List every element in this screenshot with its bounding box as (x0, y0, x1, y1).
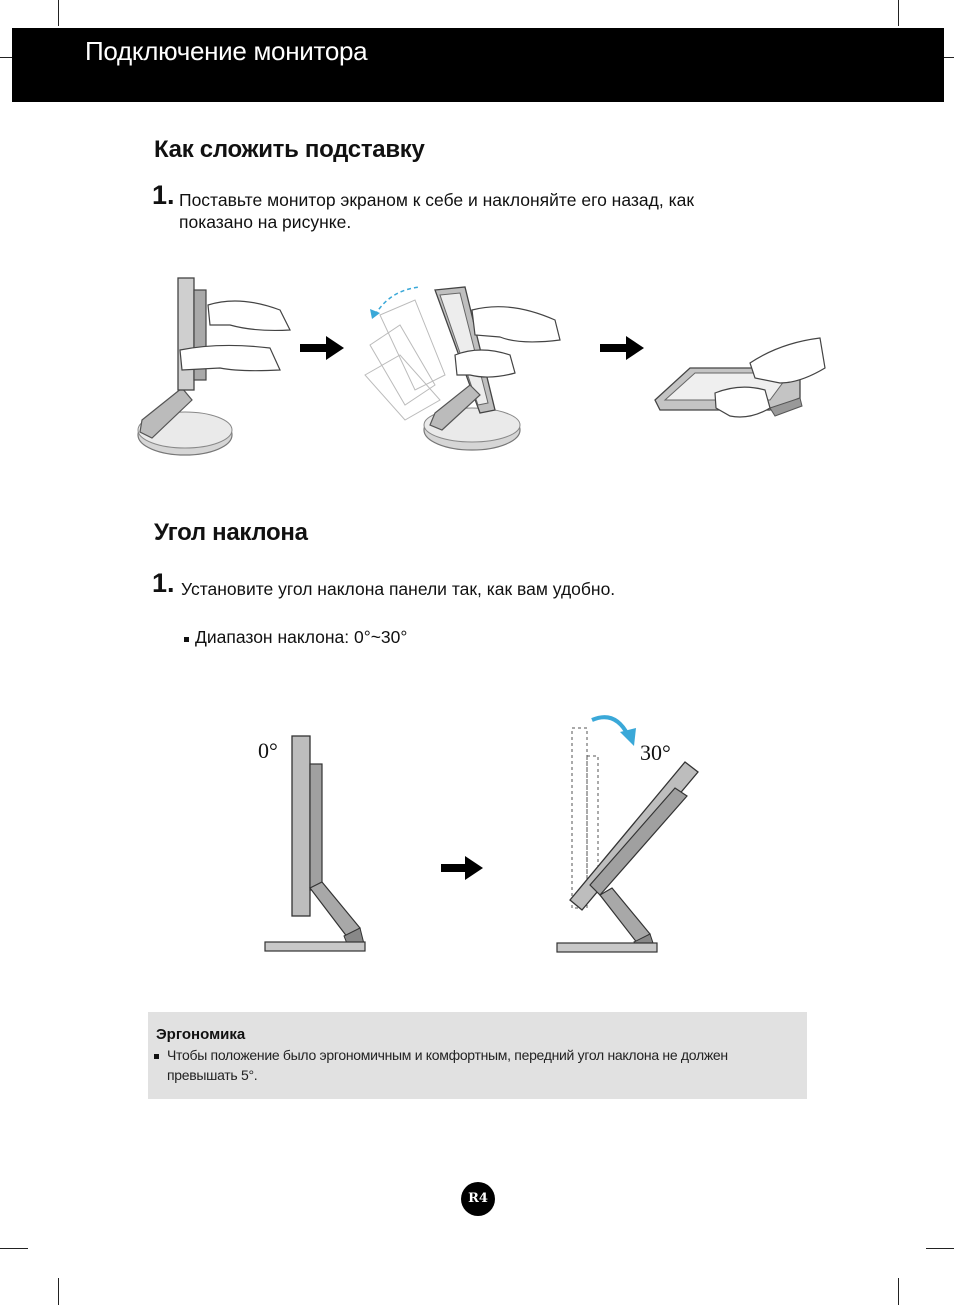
tilt-range-text: Диапазон наклона: 0°~30° (195, 627, 408, 647)
step-text-line2: показано на рисунке. (179, 212, 352, 232)
degree-label-zero: 0° (258, 738, 278, 763)
step-text: Установите угол наклона панели так, как вам удобно. (181, 579, 616, 599)
ergonomics-text: Чтобы положение было эргономичным и комфортным, передний угол наклона не должен превышать 5°. (167, 1047, 728, 1083)
arrow-right-icon (300, 334, 344, 362)
illustration-monitor-tilting (360, 275, 565, 460)
degree-label-thirty: 30° (640, 740, 671, 765)
illustration-monitor-folded (650, 328, 825, 423)
arrow-right-icon (600, 334, 644, 362)
step-number: 1. (152, 180, 175, 210)
crop-mark (926, 1248, 954, 1249)
crop-mark (58, 0, 59, 26)
crop-mark (0, 1248, 28, 1249)
page-number: R4 (461, 1182, 495, 1216)
crop-mark (944, 57, 954, 58)
illustration-tilt-zero (250, 730, 380, 960)
crop-mark (58, 1278, 59, 1305)
crop-mark (898, 0, 899, 26)
crop-mark (0, 57, 12, 58)
bullet-icon (184, 637, 189, 642)
crop-mark (898, 1278, 899, 1305)
step-number: 1. (152, 568, 175, 598)
ergonomics-title: Эргономика (156, 1026, 246, 1043)
page-title: Подключение монитора (85, 36, 368, 66)
section-title-tilt: Угол наклона (154, 519, 308, 546)
illustration-monitor-upright (130, 270, 300, 465)
section-title-fold: Как сложить подставку (154, 136, 425, 163)
bullet-icon (154, 1054, 159, 1059)
ergonomics-note (148, 1012, 807, 1099)
illustration-tilt-thirty (550, 710, 710, 960)
arrow-right-icon (441, 854, 483, 882)
step-text-line1: Поставьте монитор экраном к себе и наклоняйте его назад, как (179, 190, 694, 210)
